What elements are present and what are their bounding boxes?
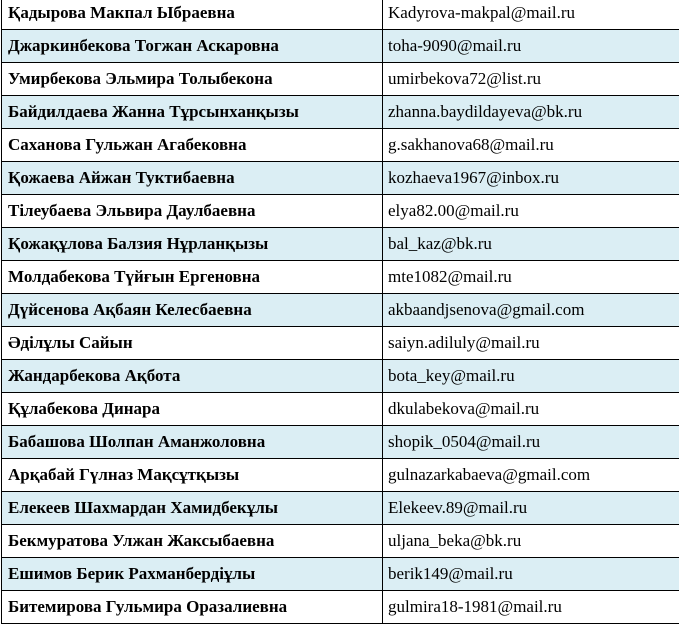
person-name-cell: Ешимов Берик Рахманбердіұлы — [2, 558, 383, 591]
table-row — [2, 558, 679, 591]
email-cell: bota_key@mail.ru — [383, 360, 679, 393]
table-row — [2, 228, 679, 261]
table-row — [2, 393, 679, 426]
email-cell: saiyn.adiluly@mail.ru — [383, 327, 679, 360]
person-name-cell: Әділұлы Сайын — [2, 327, 383, 360]
email-cell: akbaandjsenova@gmail.com — [383, 294, 679, 327]
table-row — [2, 30, 679, 63]
email-cell: mte1082@mail.ru — [383, 261, 679, 294]
person-name-cell: Құлабекова Динара — [2, 393, 383, 426]
person-name-cell: Қожақұлова Балзия Нұрланқызы — [2, 228, 383, 261]
contact-table-body — [2, 0, 679, 624]
table-row — [2, 459, 679, 492]
table-row — [2, 294, 679, 327]
email-cell: kozhaeva1967@inbox.ru — [383, 162, 679, 195]
email-cell: dkulabekova@mail.ru — [383, 393, 679, 426]
email-cell: g.sakhanova68@mail.ru — [383, 129, 679, 162]
email-cell: gulnazarkabaeva@gmail.com — [383, 459, 679, 492]
person-name-cell: Қожаева Айжан Туктибаевна — [2, 162, 383, 195]
table-row — [2, 525, 679, 558]
contact-table — [1, 0, 679, 624]
person-name-cell: Жандарбекова Ақбота — [2, 360, 383, 393]
email-cell: elya82.00@mail.ru — [383, 195, 679, 228]
person-name-cell: Бекмуратова Улжан Жаксыбаевна — [2, 525, 383, 558]
email-cell: toha-9090@mail.ru — [383, 30, 679, 63]
email-cell: uljana_beka@bk.ru — [383, 525, 679, 558]
email-cell: Elekeev.89@mail.ru — [383, 492, 679, 525]
person-name-cell: Молдабекова Түйғын Ергеновна — [2, 261, 383, 294]
person-name-cell: Саханова Гульжан Агабековна — [2, 129, 383, 162]
table-row — [2, 162, 679, 195]
email-cell: umirbekova72@list.ru — [383, 63, 679, 96]
email-cell: berik149@mail.ru — [383, 558, 679, 591]
person-name-cell: Умирбекова Эльмира Толыбекона — [2, 63, 383, 96]
person-name-cell: Битемирова Гульмира Оразалиевна — [2, 591, 383, 624]
table-row — [2, 492, 679, 525]
table-row — [2, 0, 679, 30]
table-row — [2, 360, 679, 393]
person-name-cell: Арқабай Гүлназ Мақсұтқызы — [2, 459, 383, 492]
table-row — [2, 63, 679, 96]
table-row — [2, 591, 679, 624]
email-cell: shopik_0504@mail.ru — [383, 426, 679, 459]
table-row — [2, 327, 679, 360]
table-row — [2, 195, 679, 228]
person-name-cell: Қадырова Макпал Ыбраевна — [2, 0, 383, 30]
table-row — [2, 261, 679, 294]
person-name-cell: Дүйсенова Ақбаян Келесбаевна — [2, 294, 383, 327]
person-name-cell: Елекеев Шахмардан Хамидбекұлы — [2, 492, 383, 525]
person-name-cell: Джаркинбекова Тогжан Аскаровна — [2, 30, 383, 63]
table-row — [2, 129, 679, 162]
person-name-cell: Бабашова Шолпан Аманжоловна — [2, 426, 383, 459]
person-name-cell: Тілеубаева Эльвира Даулбаевна — [2, 195, 383, 228]
email-cell: bal_kaz@bk.ru — [383, 228, 679, 261]
email-cell: Kadyrova-makpal@mail.ru — [383, 0, 679, 30]
email-cell: zhanna.baydildayeva@bk.ru — [383, 96, 679, 129]
person-name-cell: Байдилдаева Жанна Тұрсынханқызы — [2, 96, 383, 129]
table-row — [2, 96, 679, 129]
table-row — [2, 426, 679, 459]
email-cell: gulmira18-1981@mail.ru — [383, 591, 679, 624]
